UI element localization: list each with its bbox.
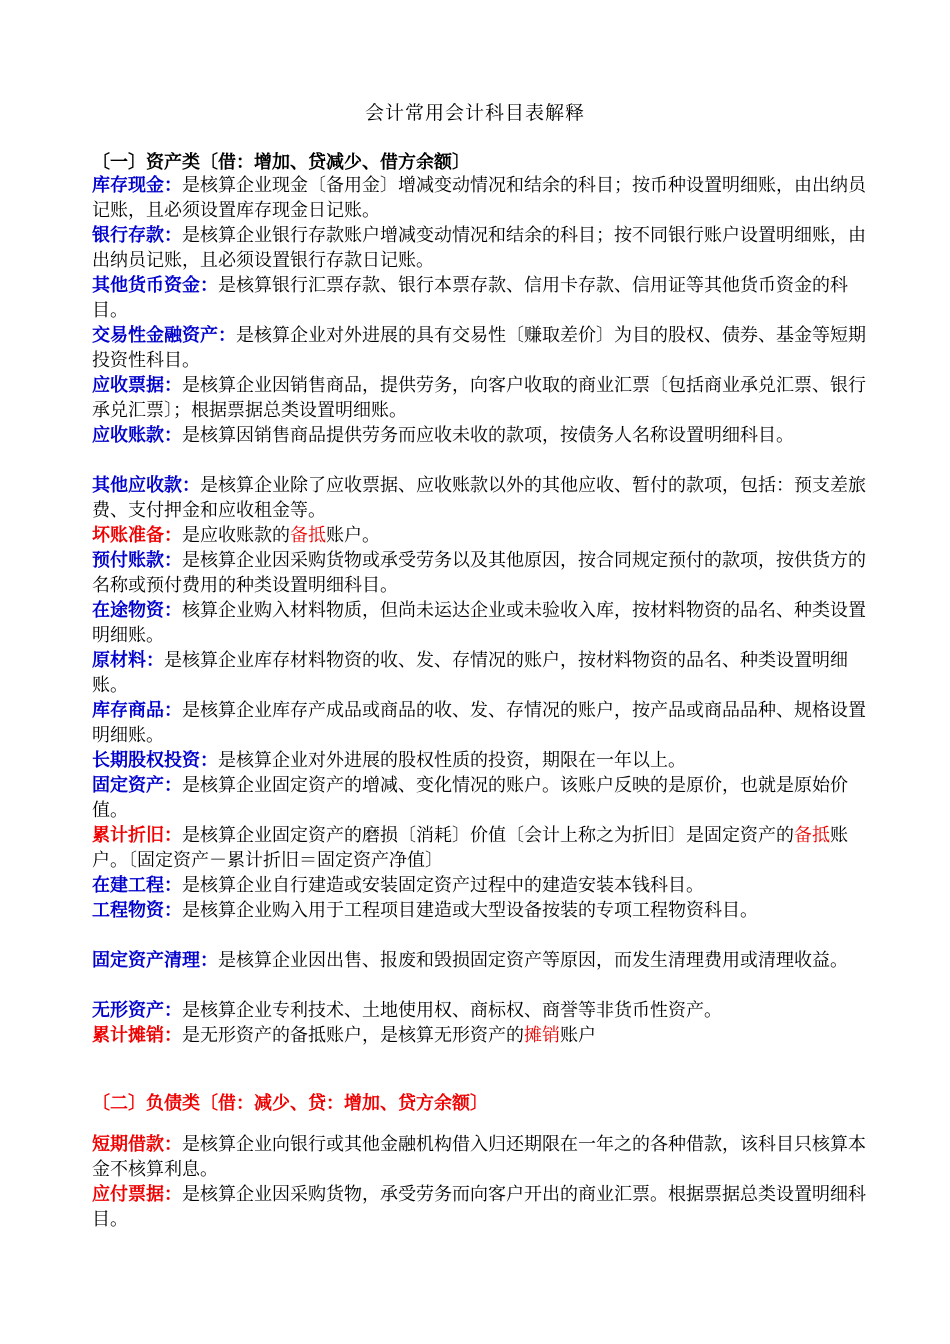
entry-term: 应付票据： [92, 1184, 182, 1205]
entry-term: 短期借款： [92, 1134, 182, 1155]
definition-text: 账户 [560, 1025, 596, 1046]
entry-term: 坏账准备： [92, 525, 182, 546]
entry-long-term-equity-investment [92, 748, 882, 773]
entry-term: 在建工程： [92, 875, 182, 896]
entry-term: 工程物资： [92, 900, 182, 921]
entry-bad-debt-provision [92, 523, 882, 548]
entry-other-monetary-funds [92, 273, 882, 323]
entry-accounts-receivable [92, 423, 882, 448]
definition-text: 账户。〔固定资产－累计折旧＝固定资产净值〕 [92, 825, 848, 871]
entry-definition [182, 1025, 596, 1046]
entry-term: 银行存款： [92, 225, 182, 246]
entry-definition: 是核算因销售商品提供劳务而应收未收的款项，按债务人名称设置明细科目。 [182, 425, 794, 446]
entry-prepayments [92, 548, 882, 598]
definition-text: 是无形资产的备抵账户，是核算无形资产的 [182, 1025, 524, 1046]
entry-definition: 是核算企业因出售、报废和毁损固定资产等原因，而发生清理费用或清理收益。 [218, 950, 848, 971]
entry-bank-deposit [92, 223, 882, 273]
entry-definition: 是核算银行汇票存款、银行本票存款、信用卡存款、信用证等其他货币资金的科目。 [92, 275, 848, 321]
entry-notes-receivable [92, 373, 882, 423]
entry-term: 交易性金融资产： [92, 325, 236, 346]
entry-construction-in-progress [92, 873, 882, 898]
entry-intangible-assets [92, 998, 882, 1023]
entry-definition: 是核算企业专利技术、土地使用权、商标权、商誉等非货币性资产。 [182, 1000, 722, 1021]
entry-definition: 是核算企业库存材料物资的收、发、存情况的账户，按材料物资的品名、种类设置明细账。 [92, 650, 848, 696]
entry-term: 预付账款： [92, 550, 182, 571]
entry-definition: 是核算企业现金〔备用金〕增减变动情况和结余的科目；按币种设置明细账，由出纳员记账，且必须设置库存现金日记账。 [92, 175, 866, 221]
entry-term: 固定资产： [92, 775, 182, 796]
entry-term: 在途物资： [92, 600, 182, 621]
definition-text: 账户。 [326, 525, 380, 546]
entry-other-receivables [92, 473, 882, 523]
entry-inventory-goods [92, 698, 882, 748]
entry-term: 其他货币资金： [92, 275, 218, 296]
entry-engineering-materials [92, 898, 882, 923]
entry-term: 应收账款： [92, 425, 182, 446]
section-heading-assets: 〔一〕资产类〔借：增加、贷减少、借方余额〕 [92, 152, 470, 173]
entry-term: 库存现金： [92, 175, 182, 196]
entry-term: 原材料： [92, 650, 164, 671]
entry-term: 累计摊销： [92, 1025, 182, 1046]
entry-term: 长期股权投资： [92, 750, 218, 771]
entry-term: 无形资产： [92, 1000, 182, 1021]
definition-highlight: 备抵 [794, 825, 830, 846]
entry-fixed-asset-disposal [92, 948, 882, 973]
entry-definition: 是核算企业固定资产的增减、变化情况的账户。该账户反映的是原价，也就是原始价值。 [92, 775, 848, 821]
page-title: 会计常用会计科目表解释 [364, 102, 585, 124]
entry-definition: 是核算企业对外进展的具有交易性〔赚取差价〕为目的股权、债券、基金等短期投资性科目。 [92, 325, 866, 371]
entry-definition [92, 825, 848, 871]
entry-trading-financial-assets [92, 323, 882, 373]
entry-definition: 是核算企业除了应收票据、应收账款以外的其他应收、暂付的款项，包括：预支差旅费、支付押金和应收租金等。 [92, 475, 866, 521]
section-heading-liabilities: 〔二〕负债类〔借：减少、贷：增加、贷方余额〕 [92, 1093, 488, 1114]
entry-materials-in-transit [92, 598, 882, 648]
entry-fixed-assets [92, 773, 882, 823]
entry-definition: 是核算企业银行存款账户增减变动情况和结余的科目；按不同银行账户设置明细账，由出纳员记账，且必须设置银行存款日记账。 [92, 225, 866, 271]
entry-definition: 是核算企业因采购货物，承受劳务而向客户开出的商业汇票。根据票据总类设置明细科目。 [92, 1184, 866, 1230]
entry-definition: 是核算企业对外进展的股权性质的投资，期限在一年以上。 [218, 750, 686, 771]
entry-cash [92, 173, 882, 223]
entry-definition: 核算企业购入材料物质，但尚未运达企业或未验收入库，按材料物资的品名、种类设置明细账。 [92, 600, 866, 646]
definition-highlight: 备抵 [290, 525, 326, 546]
entry-term: 累计折旧： [92, 825, 182, 846]
entry-accumulated-depreciation [92, 823, 882, 873]
entry-definition [182, 525, 380, 546]
definition-text: 是核算企业固定资产的磨损〔消耗〕价值〔会计上称之为折旧〕是固定资产的 [182, 825, 794, 846]
entry-short-term-loans [92, 1132, 882, 1182]
definition-highlight: 摊销 [524, 1025, 560, 1046]
entry-term: 其他应收款： [92, 475, 200, 496]
entry-accumulated-amortization [92, 1023, 882, 1048]
entry-raw-materials [92, 648, 882, 698]
definition-text: 是应收账款的 [182, 525, 290, 546]
entry-notes-payable [92, 1182, 882, 1232]
entry-definition: 是核算企业购入用于工程项目建造或大型设备按装的专项工程物资科目。 [182, 900, 758, 921]
entry-term: 库存商品： [92, 700, 182, 721]
entry-term: 应收票据： [92, 375, 182, 396]
entry-definition: 是核算企业库存产成品或商品的收、发、存情况的账户，按产品或商品品种、规格设置明细账。 [92, 700, 866, 746]
entry-definition: 是核算企业因采购货物或承受劳务以及其他原因，按合同规定预付的款项，按供货方的名称或预付费用的种类设置明细科目。 [92, 550, 866, 596]
entry-definition: 是核算企业因销售商品，提供劳务，向客户收取的商业汇票〔包括商业承兑汇票、银行承兑汇票〕；根据票据总类设置明细账。 [92, 375, 866, 421]
entry-definition: 是核算企业向银行或其他金融机构借入归还期限在一年之的各种借款，该科目只核算本金不核算利息。 [92, 1134, 866, 1180]
entry-definition: 是核算企业自行建造或安装固定资产过程中的建造安装本钱科目。 [182, 875, 704, 896]
entry-term: 固定资产清理： [92, 950, 218, 971]
